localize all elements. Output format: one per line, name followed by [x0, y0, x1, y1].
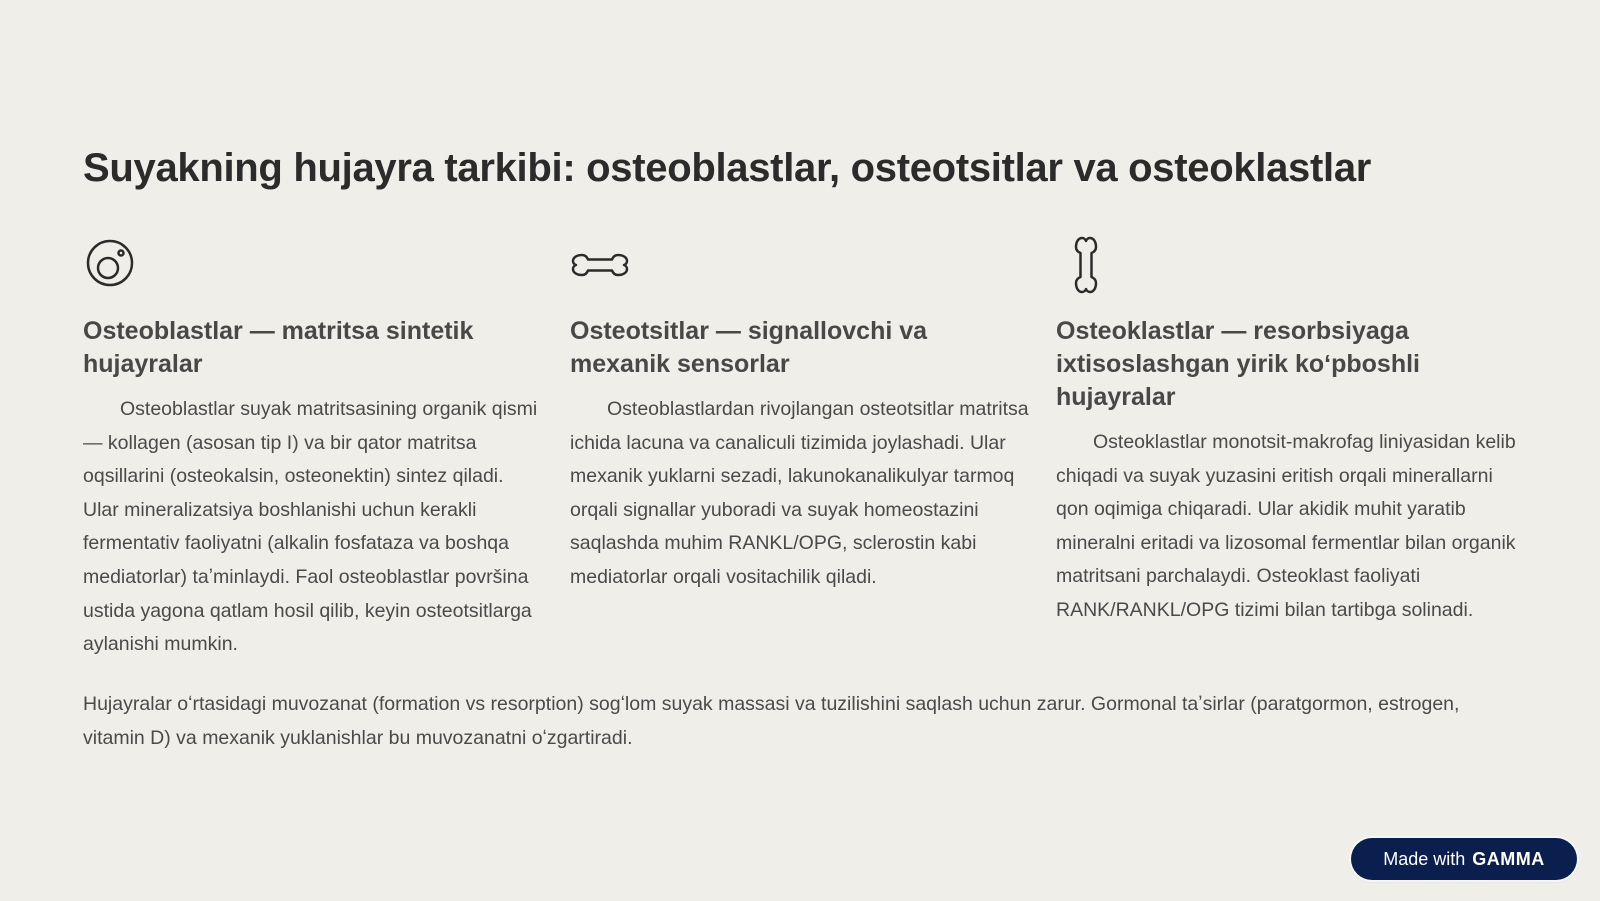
column-body: Osteoklastlar monotsit-makrofag liniyasidan kelib chiqadi va suyak yuzasini eritish orqali minerallarni qon oqimiga chiqaradi. Ular akidik muhit yaratib mineralni eritadi va lizosomal fermentlar bilan organik matritsani parchalaydi. Osteoklast faoliyati RANK/RANKL/OPG tizimi bilan tartibga solinadi.	[1056, 431, 1516, 621]
column-osteoclasts	[1056, 235, 1516, 628]
column-body: Osteoblastlar suyak matritsasining organik qismi — kollagen (asosan tip I) va bir qator matritsa oqsillarini (osteokalsin, osteonektin) sintez qiladi. Ular mineralizatsiya boshlanishi uchun kerakli fermentativ faoliyatni (alkalin fosfataza va boshqa mediatorlar) taʼminlaydi. Faol osteoblastlar površina ustida yagona qatlam hosil qilib, keyin osteotsitlarga aylanishi mumkin.	[83, 398, 538, 656]
bone-horizontal-icon	[570, 235, 630, 295]
bone-vertical-icon	[1056, 235, 1116, 295]
column-body: Osteoblastlardan rivojlangan osteotsitlar matritsa ichida lacuna va canaliculi tizimida joylashadi. Ular mexanik yuklarni sezadi, lakunokanalikulyar tarmoq orqali signallar yuboradi va suyak homeostazini saqlashda muhim RANKL/OPG, sclerostin kabi mediatorlar orqali vositachilik qiladi.	[570, 398, 1029, 588]
column-osteoblasts	[83, 235, 543, 662]
badge-prefix: Made with	[1383, 848, 1466, 869]
column-heading: Osteoklastlar — resorbsiyaga ixtisoslashgan yirik koʻpboshli hujayralar	[1056, 317, 1420, 411]
column-osteocytes	[570, 235, 1030, 595]
summary-paragraph: Hujayralar oʻrtasidagi muvozanat (formation vs resorption) sogʻlom suyak massasi va tuzilishini saqlash uchun zarur. Gormonal taʼsirlar (paratgormon, estrogen, vitamin D) va mexanik yuklanishlar bu muvozanatni oʻzgartiradi.	[83, 693, 1460, 749]
column-heading: Osteotsitlar — signallovchi va mexanik sensorlar	[570, 317, 928, 378]
made-with-gamma-badge[interactable]	[1351, 838, 1577, 880]
cell-nucleus-icon	[83, 235, 143, 295]
gamma-logo: GAMMA	[1472, 848, 1545, 869]
slide-title: Suyakning hujayra tarkibi: osteoblastlar, osteotsitlar va osteoklastlar	[83, 146, 1372, 190]
column-heading: Osteoblastlar — matritsa sintetik hujayralar	[83, 317, 474, 378]
